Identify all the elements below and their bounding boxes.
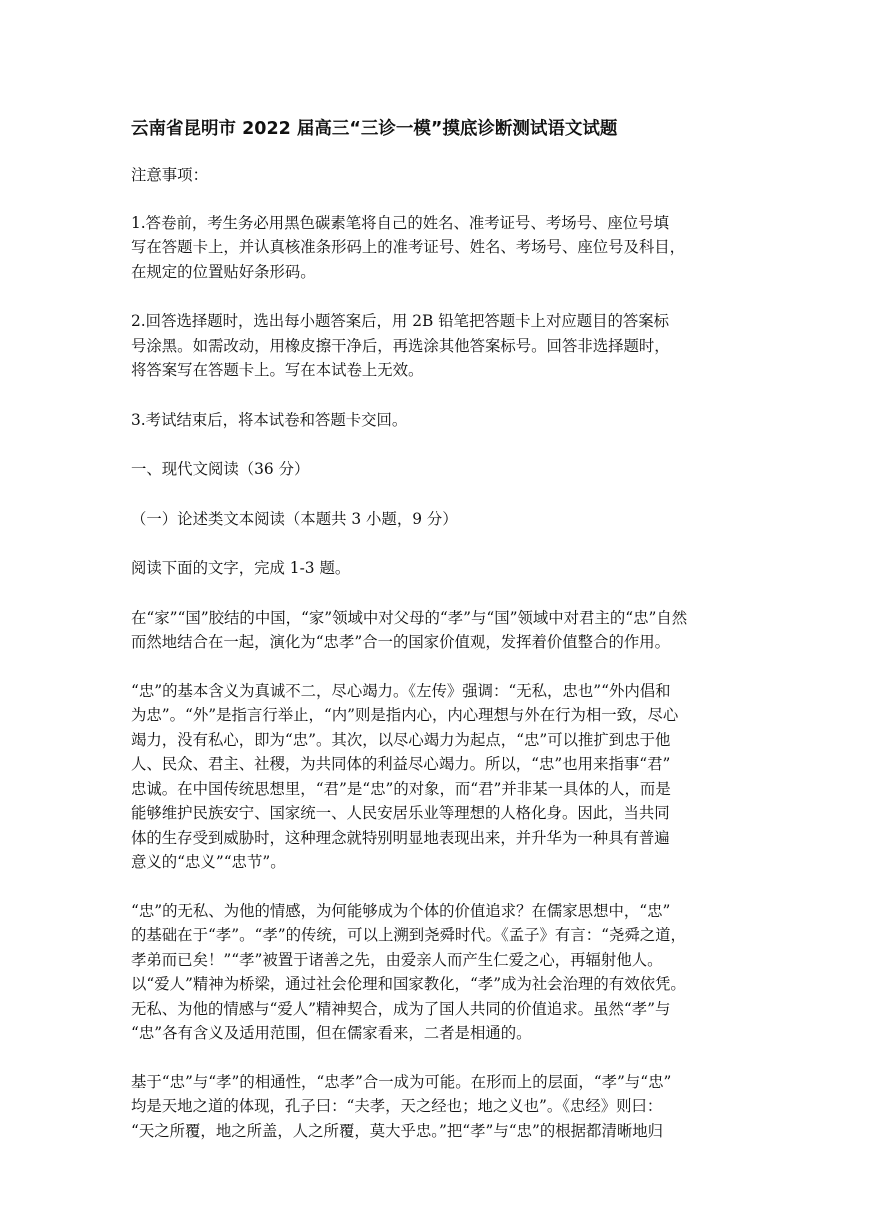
passage-line: 意义的“忠义”“忠节”。	[131, 853, 286, 871]
note-line: 号涂黑。如需改动，用橡皮擦干净后，再选涂其他答案标号。回答非选择题时，	[131, 336, 670, 355]
note-line: 在规定的位置贴好条形码。	[131, 262, 316, 281]
passage-line: “忠”的基本含义为真诚不二，尽心竭力。《左传》强调：“无私，忠也”“外内倡和	[131, 681, 671, 700]
passage-paragraph-3	[131, 899, 743, 1046]
document-title: 云南省昆明市 2022 届高三“三诊一模”摸底诊断测试语文试题	[131, 119, 618, 139]
passage-line: 为忠”。“外”是指言行举止，“内”则是指内心，内心理想与外在行为相一致，尽心	[131, 706, 679, 724]
passage-line: 竭力，没有私心，即为“忠”。其次，以尽心竭力为起点，“忠”可以推扩到忠于他	[131, 730, 671, 749]
note-line: 2.回答选择题时，选出每小题答案后，用 2B 铅笔把答题卡上对应题目的答案标	[131, 312, 670, 330]
passage-line: 在“家”“国”胶结的中国，“家”领域中对父母的“孝”与“国”领域中对君主的“忠”自然	[131, 608, 688, 627]
note-line: 写在答题卡上，并认真核准条形码上的准考证号、姓名、考场号、座位号及科目，	[131, 238, 686, 256]
note-item-1	[131, 211, 743, 285]
passage-line: 而然地结合在一起，演化为“忠孝”合一的国家价值观，发挥着价值整合的作用。	[131, 633, 671, 651]
passage-line: “忠”各有含义及适用范围，但在儒家看来，二者是相通的。	[131, 1024, 532, 1042]
passage-line: 无私、为他的情感与“爱人”精神契合，成为了国人共同的价值追求。虽然“孝”与	[131, 999, 671, 1018]
passage-line: “忠”的无私、为他的情感，为何能够成为个体的价值追求？在儒家思想中，“忠”	[131, 901, 671, 920]
note-item-3	[131, 408, 743, 433]
passage-line: 孝弟而已矣！”“孝”被置于诸善之先，由爱亲人而产生仁爱之心，再辐射他人。	[131, 950, 663, 969]
notes-heading: 注意事项：	[131, 166, 208, 184]
passage-line: 均是天地之道的体现，孔子曰：“夫孝，天之经也；地之义也”。《忠经》则曰：	[131, 1097, 663, 1115]
subsection-heading: （一）论述类文本阅读（本题共 3 小题，9 分）	[131, 509, 458, 528]
passage-line: 体的生存受到威胁时，这种理念就特别明显地表现出来，并升华为一种具有普遍	[131, 828, 670, 847]
note-line: 3.考试结束后，将本试卷和答题卡交回。	[131, 410, 408, 429]
passage-line: 以“爱人”精神为桥梁，通过社会伦理和国家教化，“孝”成为社会治理的有效依凭。	[131, 975, 686, 993]
reading-instruction: 阅读下面的文字，完成 1-3 题。	[131, 559, 351, 577]
document-page	[131, 117, 743, 1167]
passage-line: 的基础在于“孝”。“孝”的传统，可以上溯到尧舜时代。《孟子》有言：“尧舜之道，	[131, 926, 686, 944]
passage-paragraph-4	[131, 1070, 743, 1144]
passage-line: 基于“忠”与“孝”的相通性，“忠孝”合一成为可能。在形而上的层面，“孝”与“忠”	[131, 1072, 672, 1091]
passage-line: 人、民众、君主、社稷，为共同体的利益尽心竭力。所以，“忠”也用来指事“君”	[131, 755, 671, 773]
passage-line: 忠诚。在中国传统思想里，“君”是“忠”的对象，而“君”并非某一具体的人，而是	[131, 779, 671, 798]
section-heading: 一、现代文阅读（36 分）	[131, 460, 310, 478]
note-line: 将答案写在答题卡上。写在本试卷上无效。	[131, 361, 424, 379]
note-line: 1.答卷前，考生务必用黑色碳素笔将自己的姓名、准考证号、考场号、座位号填	[131, 213, 669, 232]
passage-paragraph-2	[131, 679, 743, 875]
passage-line: “天之所覆，地之所盖，人之所覆，莫大乎忠。”把“孝”与“忠”的根据都清晰地归	[131, 1121, 664, 1140]
passage-paragraph-1	[131, 606, 743, 655]
passage-line: 能够维护民族安宁、国家统一、人民安居乐业等理想的人格化身。因此，当共同	[131, 804, 670, 822]
note-item-2	[131, 309, 743, 383]
